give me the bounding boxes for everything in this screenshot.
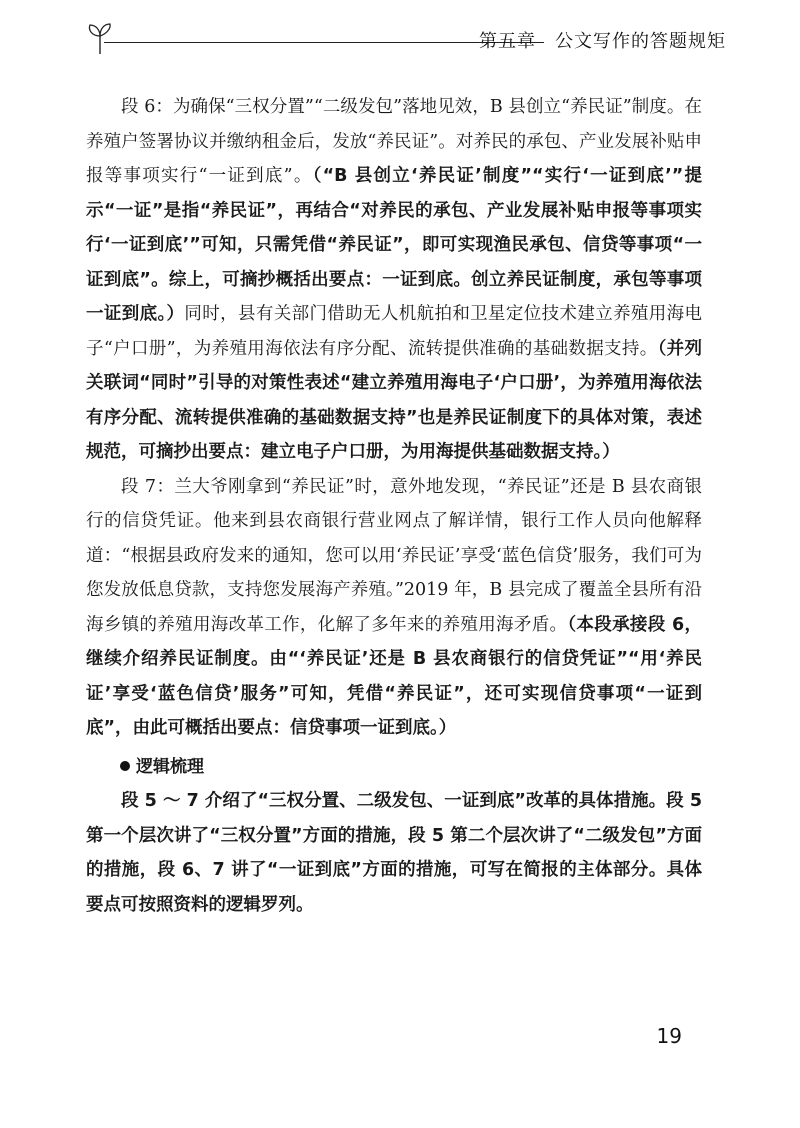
page-body: [86, 90, 702, 922]
header-rule: [104, 42, 544, 43]
paragraph-7: [86, 470, 702, 746]
paragraph-7-text: 段 7：兰大爷刚拿到“养民证”时，意外地发现，“养民证”还是 B 县农商银行的信贷凭证。他来到县农商银行营业网点了解详情，银行工作人员向他解释道：“根据县政府发来的通知，您可以用‘养民证’享受‘蓝色信贷’服务，我们可为您发放低息贷款，支持您发展海产养殖。”2019 年，B 县完成了覆盖全县所有沿海乡镇的养殖用海改革工作，化解了多年来的养殖用海矛盾。: [86, 476, 702, 635]
page-number: 19: [656, 1024, 682, 1048]
paragraph-6-note-2: （并列关联词“同时”引导的对策性表述“建立养殖用海电子‘户口册’，为养殖用海依法有序分配、流转提供准确的基础数据支持”也是养民证制度下的具体对策，表述规范，可摘抄出要点：建立电子户口册，为用海提供基础数据支持。）: [86, 338, 702, 462]
chapter-title: 第五章 公文写作的答题规矩: [479, 31, 726, 52]
paragraph-6: [86, 90, 702, 470]
paragraph-7-note: （本段承接段 6，继续介绍养民证制度。由“‘养民证’还是 B 县农商银行的信贷凭证”“用‘养民证’享受‘蓝色信贷’服务”可知，凭借“养民证”，还可实现信贷事项“一证到底”，由此可概括出要点：信贷事项一证到底。）: [86, 614, 702, 738]
logic-summary: 段 5 ～ 7 介绍了“三权分置、二级发包、一证到底”改革的具体措施。段 5 第一个层次讲了“三权分置”方面的措施，段 5 第二个层次讲了“二级发包”方面的措施，段 6、7 讲了“一证到底”方面的措施，可写在简报的主体部分。具体要点可按照资料的逻辑罗列。: [86, 791, 702, 915]
bullet-icon: [120, 761, 130, 771]
section-heading: [86, 750, 702, 785]
section-heading-text: 逻辑梳理: [136, 756, 204, 777]
paragraph-6-text-continued: 同时，县有关部门借助无人机航拍和卫星定位技术建立养殖用海电子“户口册”，为养殖用海依法有序分配、流转提供准确的基础数据支持。: [86, 304, 703, 359]
paragraph-6-note: （“B 县创立‘养民证’制度”“实行‘一证到底’”提示“一证”是指“养民证”，再结合“对养民的承包、产业发展补贴申报等事项实行‘一证到底’”可知，只需凭借“养民证”，即可实现渔民承包、信贷等事项“一证到底”。综上，可摘抄概括出要点：一证到底。创立养民证制度，承包等事项一证到底。）: [86, 166, 702, 324]
paragraph-6-text: 段 6：为确保“三权分置”“二级发包”落地见效，B 县创立“养民证”制度。在养殖户签署协议并缴纳租金后，发放“养民证”。对养民的承包、产业发展补贴申报等事项实行“一证到底”。: [86, 97, 702, 186]
page-header: [86, 22, 726, 56]
sprout-icon: [86, 22, 114, 56]
